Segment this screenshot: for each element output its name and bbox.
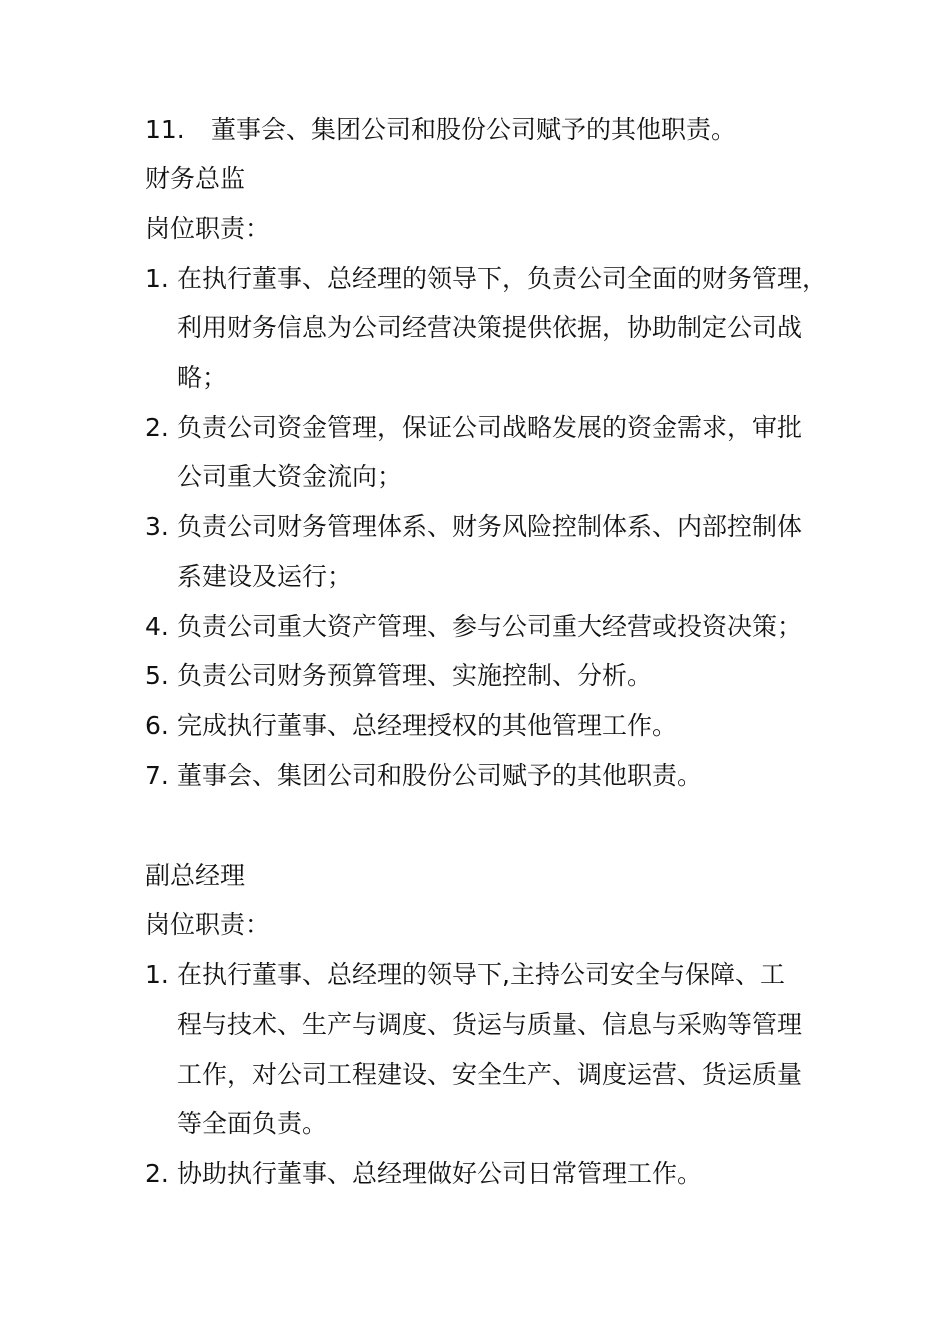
item-text-line: 负责公司重大资产管理、参与公司重大经营或投资决策； — [177, 612, 803, 641]
item-number: 11. — [145, 115, 185, 144]
item-text-line: 完成执行董事、总经理授权的其他管理工作。 — [177, 711, 678, 740]
item-text-line: 工作，对公司工程建设、安全生产、调度运营、货运质量 — [177, 1060, 803, 1089]
item-text-line: 董事会、集团公司和股份公司赋予的其他职责。 — [177, 761, 703, 790]
item-text-line: 协助执行董事、总经理做好公司日常管理工作。 — [177, 1159, 703, 1188]
item-number: 2. — [145, 1159, 169, 1188]
section-title: 副总经理 — [145, 861, 246, 890]
item-text-line: 等全面负责。 — [177, 1109, 328, 1138]
item-text-line: 公司重大资金流向； — [177, 462, 403, 491]
item-number: 4. — [145, 612, 169, 641]
item-text-line: 程与技术、生产与调度、货运与质量、信息与采购等管理 — [177, 1010, 803, 1039]
item-number: 7. — [145, 761, 169, 790]
item-number: 3. — [145, 512, 169, 541]
duties-heading: 岗位职责： — [145, 214, 271, 243]
item-text-line: 在执行董事、总经理的领导下，负责公司全面的财务管理， — [177, 264, 828, 293]
item-number: 1. — [145, 960, 169, 989]
item-text-line: 负责公司财务预算管理、实施控制、分析。 — [177, 661, 653, 690]
item-text-line: 在执行董事、总经理的领导下,主持公司安全与保障、工 — [177, 960, 785, 989]
section-title: 财务总监 — [145, 164, 246, 193]
item-number: 6. — [145, 711, 169, 740]
item-number: 1. — [145, 264, 169, 293]
duties-heading: 岗位职责： — [145, 910, 271, 939]
list-item — [145, 115, 185, 145]
item-text: 董事会、集团公司和股份公司赋予的其他职责。 — [211, 115, 737, 144]
item-text-line: 负责公司财务管理体系、财务风险控制体系、内部控制体 — [177, 512, 803, 541]
item-number: 2. — [145, 413, 169, 442]
item-text-line: 利用财务信息为公司经营决策提供依据，协助制定公司战 — [177, 313, 803, 342]
item-text-line: 略； — [177, 363, 228, 392]
item-text-line: 系建设及运行； — [177, 562, 353, 591]
item-number: 5. — [145, 661, 169, 690]
item-text-line: 负责公司资金管理，保证公司战略发展的资金需求，审批 — [177, 413, 803, 442]
